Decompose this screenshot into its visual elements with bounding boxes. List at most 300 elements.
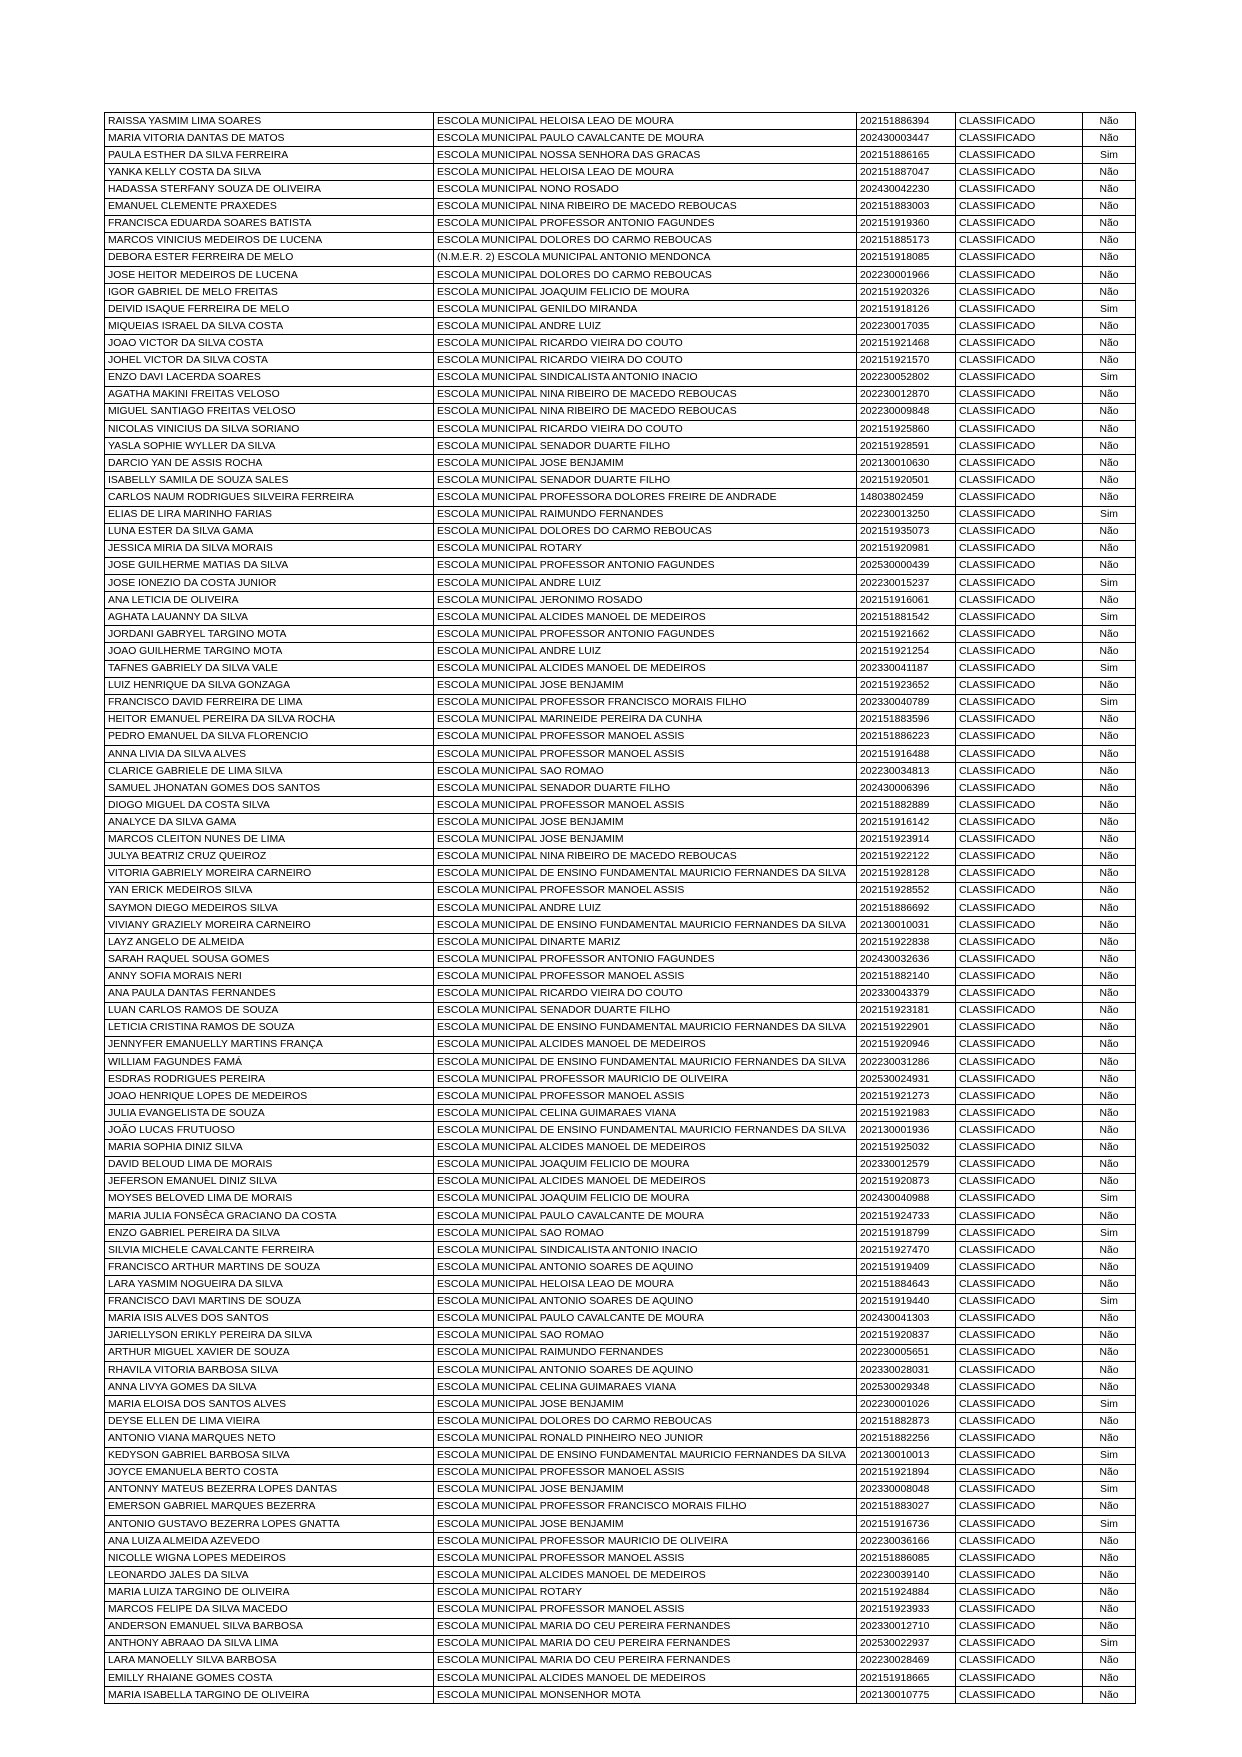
status-cell: CLASSIFICADO — [956, 1567, 1083, 1584]
table-row — [105, 848, 1136, 865]
flag-cell: Não — [1083, 1430, 1136, 1447]
status-cell: CLASSIFICADO — [956, 1259, 1083, 1276]
table-row — [105, 1567, 1136, 1584]
table-row — [105, 455, 1136, 472]
status-cell: CLASSIFICADO — [956, 746, 1083, 763]
table-row — [105, 711, 1136, 728]
student-name-cell: ANNA LIVIA DA SILVA ALVES — [105, 746, 434, 763]
school-cell: ESCOLA MUNICIPAL DINARTE MARIZ — [434, 934, 857, 951]
flag-cell: Não — [1083, 1036, 1136, 1053]
code-cell: 202151881542 — [857, 609, 956, 626]
student-name-cell: MARIA ELOISA DOS SANTOS ALVES — [105, 1396, 434, 1413]
table-row — [105, 1464, 1136, 1481]
flag-cell: Não — [1083, 728, 1136, 745]
school-cell: ESCOLA MUNICIPAL PROFESSOR MANOEL ASSIS — [434, 746, 857, 763]
status-cell: CLASSIFICADO — [956, 1361, 1083, 1378]
school-cell: ESCOLA MUNICIPAL SAO ROMAO — [434, 1225, 857, 1242]
table-row — [105, 523, 1136, 540]
table-row — [105, 728, 1136, 745]
student-name-cell: SARAH RAQUEL SOUSA GOMES — [105, 951, 434, 968]
flag-cell: Não — [1083, 1088, 1136, 1105]
flag-cell: Sim — [1083, 1225, 1136, 1242]
school-cell: ESCOLA MUNICIPAL PROFESSOR ANTONIO FAGUNDES — [434, 215, 857, 232]
flag-cell: Não — [1083, 386, 1136, 403]
student-name-cell: IGOR GABRIEL DE MELO FREITAS — [105, 284, 434, 301]
flag-cell: Não — [1083, 1208, 1136, 1225]
student-name-cell: ANTHONY ABRAAO DA SILVA LIMA — [105, 1635, 434, 1652]
status-cell: CLASSIFICADO — [956, 609, 1083, 626]
school-cell: ESCOLA MUNICIPAL ANTONIO SOARES DE AQUINO — [434, 1259, 857, 1276]
status-cell: CLASSIFICADO — [956, 1327, 1083, 1344]
student-name-cell: MARIA JULIA FONSÊCA GRACIANO DA COSTA — [105, 1208, 434, 1225]
flag-cell: Não — [1083, 934, 1136, 951]
status-cell: CLASSIFICADO — [956, 865, 1083, 882]
code-cell: 202230001026 — [857, 1396, 956, 1413]
code-cell: 202151928591 — [857, 438, 956, 455]
school-cell: ESCOLA MUNICIPAL ALCIDES MANOEL DE MEDEIROS — [434, 609, 857, 626]
code-cell: 202230001966 — [857, 266, 956, 283]
status-cell: CLASSIFICADO — [956, 1054, 1083, 1071]
table-row — [105, 1584, 1136, 1601]
status-cell: CLASSIFICADO — [956, 1190, 1083, 1207]
school-cell: ESCOLA MUNICIPAL SINDICALISTA ANTONIO INACIO — [434, 1242, 857, 1259]
table-row — [105, 934, 1136, 951]
school-cell: ESCOLA MUNICIPAL ROTARY — [434, 1584, 857, 1601]
table-row — [105, 335, 1136, 352]
table-row — [105, 917, 1136, 934]
student-name-cell: RAISSA YASMIM LIMA SOARES — [105, 113, 434, 130]
table-row — [105, 1071, 1136, 1088]
school-cell: ESCOLA MUNICIPAL RAIMUNDO FERNANDES — [434, 506, 857, 523]
school-cell: ESCOLA MUNICIPAL SENADOR DUARTE FILHO — [434, 472, 857, 489]
status-cell: CLASSIFICADO — [956, 1635, 1083, 1652]
table-row — [105, 626, 1136, 643]
table-row — [105, 403, 1136, 420]
school-cell: ESCOLA MUNICIPAL ALCIDES MANOEL DE MEDEIROS — [434, 1669, 857, 1686]
student-name-cell: YAN ERICK MEDEIROS SILVA — [105, 882, 434, 899]
status-cell: CLASSIFICADO — [956, 266, 1083, 283]
school-cell: ESCOLA MUNICIPAL CELINA GUIMARAES VIANA — [434, 1379, 857, 1396]
flag-cell: Não — [1083, 917, 1136, 934]
flag-cell: Não — [1083, 780, 1136, 797]
flag-cell: Não — [1083, 1533, 1136, 1550]
table-row — [105, 1088, 1136, 1105]
school-cell: ESCOLA MUNICIPAL DOLORES DO CARMO REBOUCAS — [434, 232, 857, 249]
school-cell: ESCOLA MUNICIPAL MARIA DO CEU PEREIRA FERNANDES — [434, 1635, 857, 1652]
table-row — [105, 266, 1136, 283]
student-name-cell: ANTONIO VIANA MARQUES NETO — [105, 1430, 434, 1447]
table-row — [105, 420, 1136, 437]
table-row — [105, 386, 1136, 403]
code-cell: 202151886085 — [857, 1550, 956, 1567]
school-cell: ESCOLA MUNICIPAL ALCIDES MANOEL DE MEDEIROS — [434, 1139, 857, 1156]
student-name-cell: ENZO DAVI LACERDA SOARES — [105, 369, 434, 386]
table-row — [105, 181, 1136, 198]
school-cell: ESCOLA MUNICIPAL NINA RIBEIRO DE MACEDO REBOUCAS — [434, 386, 857, 403]
status-cell: CLASSIFICADO — [956, 831, 1083, 848]
status-cell: CLASSIFICADO — [956, 985, 1083, 1002]
student-name-cell: FRANCISCO DAVI MARTINS DE SOUZA — [105, 1293, 434, 1310]
status-cell: CLASSIFICADO — [956, 1105, 1083, 1122]
table-row — [105, 951, 1136, 968]
code-cell: 202430042230 — [857, 181, 956, 198]
status-cell: CLASSIFICADO — [956, 113, 1083, 130]
student-name-cell: ANA LETICIA DE OLIVEIRA — [105, 592, 434, 609]
student-name-cell: YASLA SOPHIE WYLLER DA SILVA — [105, 438, 434, 455]
school-cell: ESCOLA MUNICIPAL ANDRE LUIZ — [434, 574, 857, 591]
school-cell: ESCOLA MUNICIPAL JERONIMO ROSADO — [434, 592, 857, 609]
code-cell: 202230052802 — [857, 369, 956, 386]
student-name-cell: WILLIAM FAGUNDES FAMÁ — [105, 1054, 434, 1071]
code-cell: 202151883027 — [857, 1498, 956, 1515]
flag-cell: Sim — [1083, 660, 1136, 677]
status-cell: CLASSIFICADO — [956, 1071, 1083, 1088]
table-row — [105, 1652, 1136, 1669]
table-row — [105, 882, 1136, 899]
code-cell: 202151920946 — [857, 1036, 956, 1053]
flag-cell: Não — [1083, 882, 1136, 899]
flag-cell: Sim — [1083, 1515, 1136, 1532]
flag-cell: Não — [1083, 643, 1136, 660]
student-name-cell: JOAO GUILHERME TARGINO MOTA — [105, 643, 434, 660]
status-cell: CLASSIFICADO — [956, 711, 1083, 728]
table-row — [105, 831, 1136, 848]
table-row — [105, 677, 1136, 694]
student-name-cell: ENZO GABRIEL PEREIRA DA SILVA — [105, 1225, 434, 1242]
code-cell: 202151935073 — [857, 523, 956, 540]
school-cell: ESCOLA MUNICIPAL NINA RIBEIRO DE MACEDO REBOUCAS — [434, 848, 857, 865]
student-name-cell: CLARICE GABRIELE DE LIMA SILVA — [105, 763, 434, 780]
student-name-cell: LARA YASMIM NOGUEIRA DA SILVA — [105, 1276, 434, 1293]
flag-cell: Não — [1083, 352, 1136, 369]
flag-cell: Não — [1083, 1173, 1136, 1190]
flag-cell: Não — [1083, 814, 1136, 831]
status-cell: CLASSIFICADO — [956, 1139, 1083, 1156]
student-name-cell: ANA LUIZA ALMEIDA AZEVEDO — [105, 1533, 434, 1550]
flag-cell: Não — [1083, 420, 1136, 437]
school-cell: ESCOLA MUNICIPAL PROFESSOR MANOEL ASSIS — [434, 1464, 857, 1481]
table-row — [105, 1036, 1136, 1053]
school-cell: ESCOLA MUNICIPAL PROFESSOR MAURICIO DE OLIVEIRA — [434, 1071, 857, 1088]
code-cell: 202151916061 — [857, 592, 956, 609]
school-cell: ESCOLA MUNICIPAL JOSE BENJAMIM — [434, 677, 857, 694]
student-name-cell: KEDYSON GABRIEL BARBOSA SILVA — [105, 1447, 434, 1464]
student-name-cell: MARIA SOPHIA DINIZ SILVA — [105, 1139, 434, 1156]
status-cell: CLASSIFICADO — [956, 420, 1083, 437]
status-cell: CLASSIFICADO — [956, 369, 1083, 386]
flag-cell: Não — [1083, 900, 1136, 917]
status-cell: CLASSIFICADO — [956, 574, 1083, 591]
table-row — [105, 1173, 1136, 1190]
status-cell: CLASSIFICADO — [956, 1447, 1083, 1464]
student-name-cell: MIGUEL SANTIAGO FREITAS VELOSO — [105, 403, 434, 420]
table-row — [105, 1344, 1136, 1361]
table-row — [105, 1122, 1136, 1139]
school-cell: ESCOLA MUNICIPAL RICARDO VIEIRA DO COUTO — [434, 335, 857, 352]
status-cell: CLASSIFICADO — [956, 1618, 1083, 1635]
table-row — [105, 1190, 1136, 1207]
school-cell: ESCOLA MUNICIPAL ANDRE LUIZ — [434, 643, 857, 660]
student-name-cell: JOSE IONEZIO DA COSTA JUNIOR — [105, 574, 434, 591]
student-name-cell: HEITOR EMANUEL PEREIRA DA SILVA ROCHA — [105, 711, 434, 728]
table-row — [105, 694, 1136, 711]
table-row — [105, 301, 1136, 318]
school-cell: ESCOLA MUNICIPAL JOAQUIM FELICIO DE MOURA — [434, 1190, 857, 1207]
table-row — [105, 985, 1136, 1002]
status-cell: CLASSIFICADO — [956, 1036, 1083, 1053]
flag-cell: Não — [1083, 1464, 1136, 1481]
table-row — [105, 1379, 1136, 1396]
school-cell: ESCOLA MUNICIPAL MARINEIDE PEREIRA DA CUNHA — [434, 711, 857, 728]
school-cell: ESCOLA MUNICIPAL DOLORES DO CARMO REBOUCAS — [434, 266, 857, 283]
student-name-cell: MARIA ISIS ALVES DOS SANTOS — [105, 1310, 434, 1327]
code-cell: 202530029348 — [857, 1379, 956, 1396]
student-name-cell: JESSICA MIRIA DA SILVA MORAIS — [105, 540, 434, 557]
school-cell: ESCOLA MUNICIPAL PROFESSOR MANOEL ASSIS — [434, 797, 857, 814]
code-cell: 202151922838 — [857, 934, 956, 951]
code-cell: 202330008048 — [857, 1481, 956, 1498]
student-name-cell: AGATHA MAKINI FREITAS VELOSO — [105, 386, 434, 403]
status-cell: CLASSIFICADO — [956, 643, 1083, 660]
table-row — [105, 746, 1136, 763]
flag-cell: Não — [1083, 1344, 1136, 1361]
table-row — [105, 318, 1136, 335]
flag-cell: Não — [1083, 592, 1136, 609]
flag-cell: Sim — [1083, 1293, 1136, 1310]
school-cell: ESCOLA MUNICIPAL JOSE BENJAMIM — [434, 1481, 857, 1498]
status-cell: CLASSIFICADO — [956, 1173, 1083, 1190]
code-cell: 202151920981 — [857, 540, 956, 557]
code-cell: 202151886692 — [857, 900, 956, 917]
code-cell: 202151916488 — [857, 746, 956, 763]
student-name-cell: ARTHUR MIGUEL XAVIER DE SOUZA — [105, 1344, 434, 1361]
status-cell: CLASSIFICADO — [956, 232, 1083, 249]
student-name-cell: ANNY SOFIA MORAIS NERI — [105, 968, 434, 985]
code-cell: 202130001936 — [857, 1122, 956, 1139]
student-name-cell: JORDANI GABRYEL TARGINO MOTA — [105, 626, 434, 643]
school-cell: ESCOLA MUNICIPAL NOSSA SENHORA DAS GRACAS — [434, 147, 857, 164]
school-cell: ESCOLA MUNICIPAL JOSE BENJAMIM — [434, 1515, 857, 1532]
student-name-cell: JOÃO LUCAS FRUTUOSO — [105, 1122, 434, 1139]
table-row — [105, 1533, 1136, 1550]
table-row — [105, 780, 1136, 797]
school-cell: ESCOLA MUNICIPAL CELINA GUIMARAES VIANA — [434, 1105, 857, 1122]
code-cell: 202330041187 — [857, 660, 956, 677]
status-cell: CLASSIFICADO — [956, 1379, 1083, 1396]
student-name-cell: HADASSA STERFANY SOUZA DE OLIVEIRA — [105, 181, 434, 198]
student-name-cell: EMERSON GABRIEL MARQUES BEZERRA — [105, 1498, 434, 1515]
table-row — [105, 1550, 1136, 1567]
student-name-cell: LEONARDO JALES DA SILVA — [105, 1567, 434, 1584]
school-cell: ESCOLA MUNICIPAL PROFESSOR ANTONIO FAGUNDES — [434, 951, 857, 968]
flag-cell: Não — [1083, 763, 1136, 780]
table-row — [105, 574, 1136, 591]
student-name-cell: JEFERSON EMANUEL DINIZ SILVA — [105, 1173, 434, 1190]
flag-cell: Não — [1083, 318, 1136, 335]
status-cell: CLASSIFICADO — [956, 660, 1083, 677]
school-cell: ESCOLA MUNICIPAL DE ENSINO FUNDAMENTAL MAURICIO FERNANDES DA SILVA — [434, 917, 857, 934]
school-cell: ESCOLA MUNICIPAL GENILDO MIRANDA — [434, 301, 857, 318]
status-cell: CLASSIFICADO — [956, 1293, 1083, 1310]
code-cell: 202151886223 — [857, 728, 956, 745]
flag-cell: Não — [1083, 335, 1136, 352]
school-cell: ESCOLA MUNICIPAL PAULO CAVALCANTE DE MOURA — [434, 130, 857, 147]
code-cell: 14803802459 — [857, 489, 956, 506]
table-row — [105, 1601, 1136, 1618]
status-cell: CLASSIFICADO — [956, 455, 1083, 472]
code-cell: 202151923181 — [857, 1002, 956, 1019]
flag-cell: Não — [1083, 1139, 1136, 1156]
school-cell: ESCOLA MUNICIPAL SENADOR DUARTE FILHO — [434, 1002, 857, 1019]
school-cell: ESCOLA MUNICIPAL DE ENSINO FUNDAMENTAL MAURICIO FERNANDES DA SILVA — [434, 1447, 857, 1464]
status-cell: CLASSIFICADO — [956, 489, 1083, 506]
student-name-cell: DIOGO MIGUEL DA COSTA SILVA — [105, 797, 434, 814]
code-cell: 202230031286 — [857, 1054, 956, 1071]
student-name-cell: LARA MANOELLY SILVA BARBOSA — [105, 1652, 434, 1669]
student-name-cell: FRANCISCO DAVID FERREIRA DE LIMA — [105, 694, 434, 711]
table-row — [105, 814, 1136, 831]
student-name-cell: MOYSES BELOVED LIMA DE MORAIS — [105, 1190, 434, 1207]
flag-cell: Não — [1083, 1361, 1136, 1378]
table-row — [105, 660, 1136, 677]
flag-cell: Não — [1083, 1601, 1136, 1618]
table-row — [105, 1447, 1136, 1464]
flag-cell: Não — [1083, 198, 1136, 215]
student-name-cell: ANTONIO GUSTAVO BEZERRA LOPES GNATTA — [105, 1515, 434, 1532]
school-cell: ESCOLA MUNICIPAL HELOISA LEAO DE MOURA — [434, 113, 857, 130]
code-cell: 202430040988 — [857, 1190, 956, 1207]
flag-cell: Não — [1083, 1242, 1136, 1259]
flag-cell: Sim — [1083, 369, 1136, 386]
table-row — [105, 1618, 1136, 1635]
school-cell: ESCOLA MUNICIPAL NINA RIBEIRO DE MACEDO REBOUCAS — [434, 198, 857, 215]
status-cell: CLASSIFICADO — [956, 848, 1083, 865]
code-cell: 202151920873 — [857, 1173, 956, 1190]
table-row — [105, 232, 1136, 249]
status-cell: CLASSIFICADO — [956, 215, 1083, 232]
flag-cell: Não — [1083, 1122, 1136, 1139]
table-row — [105, 1430, 1136, 1447]
status-cell: CLASSIFICADO — [956, 198, 1083, 215]
flag-cell: Não — [1083, 284, 1136, 301]
student-name-cell: LUIZ HENRIQUE DA SILVA GONZAGA — [105, 677, 434, 694]
flag-cell: Não — [1083, 746, 1136, 763]
code-cell: 202530022937 — [857, 1635, 956, 1652]
flag-cell: Não — [1083, 968, 1136, 985]
school-cell: ESCOLA MUNICIPAL JOSE BENJAMIM — [434, 455, 857, 472]
table-row — [105, 352, 1136, 369]
school-cell: ESCOLA MUNICIPAL DE ENSINO FUNDAMENTAL MAURICIO FERNANDES DA SILVA — [434, 1054, 857, 1071]
student-name-cell: FRANCISCO ARTHUR MARTINS DE SOUZA — [105, 1259, 434, 1276]
flag-cell: Não — [1083, 1652, 1136, 1669]
status-cell: CLASSIFICADO — [956, 1533, 1083, 1550]
student-name-cell: DAVID BELOUD LIMA DE MORAIS — [105, 1156, 434, 1173]
flag-cell: Não — [1083, 1584, 1136, 1601]
flag-cell: Não — [1083, 1054, 1136, 1071]
table-row — [105, 1259, 1136, 1276]
student-name-cell: MARCOS FELIPE DA SILVA MACEDO — [105, 1601, 434, 1618]
table-row — [105, 1413, 1136, 1430]
school-cell: ESCOLA MUNICIPAL PROFESSOR MANOEL ASSIS — [434, 968, 857, 985]
status-cell: CLASSIFICADO — [956, 130, 1083, 147]
flag-cell: Não — [1083, 626, 1136, 643]
flag-cell: Não — [1083, 181, 1136, 198]
status-cell: CLASSIFICADO — [956, 540, 1083, 557]
school-cell: ESCOLA MUNICIPAL ALCIDES MANOEL DE MEDEIROS — [434, 660, 857, 677]
school-cell: ESCOLA MUNICIPAL SAO ROMAO — [434, 1327, 857, 1344]
student-name-cell: ANNA LIVYA GOMES DA SILVA — [105, 1379, 434, 1396]
code-cell: 202151916736 — [857, 1515, 956, 1532]
student-name-cell: MIQUEIAS ISRAEL DA SILVA COSTA — [105, 318, 434, 335]
code-cell: 202151884643 — [857, 1276, 956, 1293]
student-name-cell: SAYMON DIEGO MEDEIROS SILVA — [105, 900, 434, 917]
school-cell: ESCOLA MUNICIPAL PROFESSOR MANOEL ASSIS — [434, 1601, 857, 1618]
student-name-cell: DEBORA ESTER FERREIRA DE MELO — [105, 249, 434, 266]
status-cell: CLASSIFICADO — [956, 1464, 1083, 1481]
flag-cell: Não — [1083, 1379, 1136, 1396]
code-cell: 202151924884 — [857, 1584, 956, 1601]
table-row — [105, 198, 1136, 215]
status-cell: CLASSIFICADO — [956, 352, 1083, 369]
code-cell: 202151921662 — [857, 626, 956, 643]
flag-cell: Não — [1083, 266, 1136, 283]
flag-cell: Sim — [1083, 1481, 1136, 1498]
flag-cell: Não — [1083, 1618, 1136, 1635]
table-row — [105, 113, 1136, 130]
code-cell: 202230005651 — [857, 1344, 956, 1361]
code-cell: 202151921983 — [857, 1105, 956, 1122]
status-cell: CLASSIFICADO — [956, 592, 1083, 609]
code-cell: 202151921570 — [857, 352, 956, 369]
student-name-cell: NICOLAS VINICIUS DA SILVA SORIANO — [105, 420, 434, 437]
school-cell: ESCOLA MUNICIPAL JOAQUIM FELICIO DE MOURA — [434, 284, 857, 301]
table-row — [105, 147, 1136, 164]
table-row — [105, 1156, 1136, 1173]
school-cell: ESCOLA MUNICIPAL NONO ROSADO — [434, 181, 857, 198]
code-cell: 202151927470 — [857, 1242, 956, 1259]
table-row — [105, 1498, 1136, 1515]
status-cell: CLASSIFICADO — [956, 626, 1083, 643]
school-cell: ESCOLA MUNICIPAL ROTARY — [434, 540, 857, 557]
school-cell: ESCOLA MUNICIPAL SAO ROMAO — [434, 763, 857, 780]
school-cell: ESCOLA MUNICIPAL ANDRE LUIZ — [434, 318, 857, 335]
flag-cell: Sim — [1083, 609, 1136, 626]
code-cell: 202530024931 — [857, 1071, 956, 1088]
code-cell: 202230034813 — [857, 763, 956, 780]
code-cell: 202151920837 — [857, 1327, 956, 1344]
flag-cell: Não — [1083, 215, 1136, 232]
status-cell: CLASSIFICADO — [956, 900, 1083, 917]
student-name-cell: MARIA LUIZA TARGINO DE OLIVEIRA — [105, 1584, 434, 1601]
status-cell: CLASSIFICADO — [956, 1413, 1083, 1430]
status-cell: CLASSIFICADO — [956, 164, 1083, 181]
school-cell: ESCOLA MUNICIPAL ANTONIO SOARES DE AQUINO — [434, 1361, 857, 1378]
code-cell: 202151882140 — [857, 968, 956, 985]
student-name-cell: JOAO VICTOR DA SILVA COSTA — [105, 335, 434, 352]
student-name-cell: JOSE HEITOR MEDEIROS DE LUCENA — [105, 266, 434, 283]
student-name-cell: JOSE GUILHERME MATIAS DA SILVA — [105, 557, 434, 574]
student-name-cell: DEIVID ISAQUE FERREIRA DE MELO — [105, 301, 434, 318]
student-name-cell: ISABELLY SAMILA DE SOUZA SALES — [105, 472, 434, 489]
student-name-cell: ANA PAULA DANTAS FERNANDES — [105, 985, 434, 1002]
table-row — [105, 130, 1136, 147]
status-cell: CLASSIFICADO — [956, 1430, 1083, 1447]
code-cell: 202230015237 — [857, 574, 956, 591]
status-cell: CLASSIFICADO — [956, 1225, 1083, 1242]
student-name-cell: MARCOS CLEITON NUNES DE LIMA — [105, 831, 434, 848]
table-row — [105, 506, 1136, 523]
flag-cell: Não — [1083, 865, 1136, 882]
